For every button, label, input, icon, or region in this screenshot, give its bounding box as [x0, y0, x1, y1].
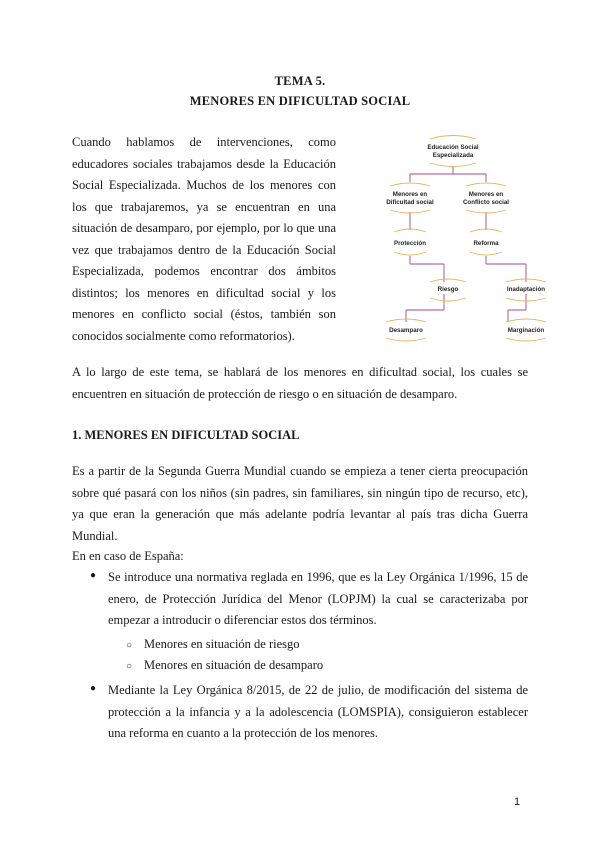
diagram-desamparo-label: Desamparo — [389, 327, 423, 334]
sub-bullet-circle-2: ○ — [126, 661, 133, 672]
org-chart-diagram — [358, 132, 548, 352]
diagram-left-label-1: Menores en — [392, 191, 428, 198]
bullet-item-lomspia: Mediante la Ley Orgánica 8/2015, de 22 de julio, de modificación del sistema de protección a la infancia y a la adolescencia (LOMSPIA), consiguieron establecer una reforma en cuanto a la protección de los menores. — [108, 683, 528, 740]
bullet-dot-1: ● — [90, 570, 97, 581]
paragraph-spain-intro: En en caso de España: — [72, 549, 184, 563]
diagram-inadaptacion-label: Inadaptación — [506, 286, 546, 293]
paragraph-overview: A lo largo de este tema, se hablará de los menores en dificultad social, los cuales se encuentren en situación de protección de riesgo o en situación de desamparo. — [72, 365, 528, 401]
sub-item-riesgo: Menores en situación de riesgo — [144, 637, 300, 651]
diagram-right-label-1: Menores en — [468, 191, 504, 198]
diagram-proteccion-label: Protección — [394, 240, 426, 247]
sub-item-desamparo: Menores en situación de desamparo — [144, 658, 324, 672]
topic-title: MENORES EN DIFICULTAD SOCIAL — [189, 94, 411, 108]
diagram-left-label-2: Dificultad social — [386, 199, 434, 206]
diagram-riesgo-label: Riesgo — [437, 286, 459, 293]
diagram-marginacion-label: Marginación — [507, 327, 545, 334]
intro-paragraph: Cuando hablamos de intervenciones, como educadores sociales trabajamos desde la Educación Social Especializada. Muchos de los menores con los que trabajaremos, ya se encuentran en una situación de desamparo, por ejemplo, por lo que una vez que trabajamos dentro de la Educación Social Especializada, podemos encontrar dos ámbitos distintos; los menores en dificultad social y los menores en conflicto social (éstos, también son conocidos socialmente como reformatorios). — [72, 135, 336, 343]
bullet-item-lopjm: Se introduce una normativa reglada en 1996, que es la Ley Orgánica 1/1996, 15 de enero, de Protección Jurídica del Menor (LOPJM) la cual se caracterizaba por empezar a introducir o diferenciar estos dos términos. — [108, 570, 528, 627]
sub-bullet-circle-1: ○ — [126, 640, 133, 651]
diagram-root-label-2: Especializada — [432, 152, 474, 159]
page-number: 1 — [514, 796, 521, 808]
topic-number-title: TEMA 5. — [274, 74, 326, 88]
diagram-root-label-1: Educación Social — [427, 144, 479, 151]
paragraph-history: Es a partir de la Segunda Guerra Mundial cuando se empieza a tener cierta preocupación sobre qué pasará con los niños (sin padres, sin familiares, sin ningún tipo de recurso, etc), ya que eran la generación que más adelante podría levantar al país tras dicha Guerra Mundial. — [72, 464, 528, 543]
section-heading: 1. MENORES EN DIFICULTAD SOCIAL — [72, 428, 300, 442]
diagram-right-label-2: Conflicto social — [462, 199, 510, 206]
bullet-dot-2: ● — [90, 683, 97, 694]
diagram-reforma-label: Reforma — [473, 240, 499, 247]
